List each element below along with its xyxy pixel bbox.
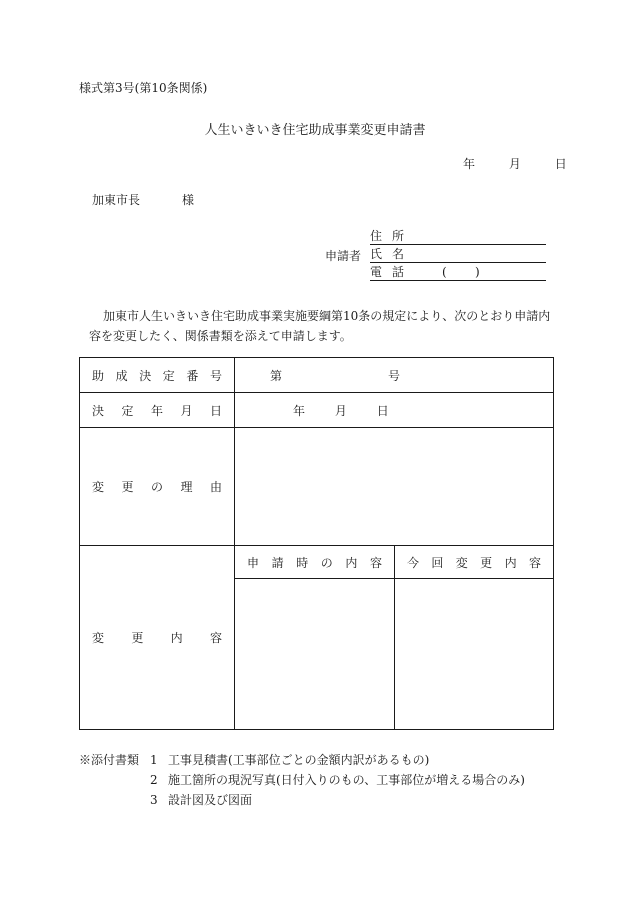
attachment-item: 3 設計図及び図面 bbox=[150, 793, 253, 807]
original-content-field[interactable] bbox=[235, 579, 395, 730]
name-field[interactable] bbox=[370, 248, 546, 263]
decision-number-suffix: 号 bbox=[387, 368, 400, 383]
table-row-decision-date bbox=[80, 393, 554, 428]
decision-date-month: 月 bbox=[334, 403, 347, 418]
name-label: 氏名 bbox=[370, 247, 415, 261]
change-details-label: 変 更 内 容 bbox=[80, 546, 235, 730]
phone-paren-open: ( bbox=[442, 265, 447, 279]
decision-number-label: 助 成 決 定 番 号 bbox=[80, 358, 235, 393]
addressee-honorific: 様 bbox=[182, 193, 195, 207]
decision-number-prefix: 第 bbox=[270, 368, 283, 383]
changed-content-field[interactable] bbox=[395, 579, 554, 730]
decision-date-day: 日 bbox=[376, 403, 389, 418]
attachment-item: 2 施工箇所の現況写真(日付入りのもの、工事部位が増える場合のみ) bbox=[150, 773, 525, 787]
change-reason-field[interactable] bbox=[235, 428, 554, 546]
date-month: 月 bbox=[508, 157, 521, 171]
attachment-item: 1 工事見積書(工事部位ごとの金額内訳があるもの) bbox=[150, 753, 430, 767]
applicant-label: 申請者 bbox=[325, 249, 362, 263]
date-day: 日 bbox=[554, 157, 567, 171]
address-field[interactable] bbox=[370, 230, 546, 245]
attachments-heading: ※添付書類 bbox=[79, 753, 140, 767]
address-label: 住所 bbox=[370, 229, 415, 243]
document-title: 人生いきいき住宅助成事業変更申請書 bbox=[204, 123, 426, 138]
decision-date-year: 年 bbox=[293, 403, 306, 418]
decision-date-label: 決 定 年 月 日 bbox=[80, 393, 235, 428]
phone-paren-close: ) bbox=[475, 265, 480, 279]
addressee bbox=[92, 194, 194, 206]
changed-content-header: 今 回 変 更 内 容 bbox=[395, 546, 554, 579]
decision-number-field[interactable] bbox=[235, 358, 554, 393]
table-row-change-headers bbox=[80, 546, 554, 579]
application-table bbox=[79, 357, 554, 730]
decision-date-field[interactable] bbox=[235, 393, 554, 428]
table-row-decision-number bbox=[80, 358, 554, 393]
phone-label: 電話 bbox=[370, 265, 415, 279]
addressee-name: 加東市長 bbox=[92, 193, 141, 207]
change-reason-label: 変 更 の 理 由 bbox=[80, 428, 235, 546]
date-line bbox=[463, 158, 567, 170]
phone-field[interactable] bbox=[370, 266, 546, 281]
original-content-header: 申 請 時 の 内 容 bbox=[235, 546, 395, 579]
table-row-change-reason bbox=[80, 428, 554, 546]
body-text: 加東市人生いきいき住宅助成事業実施要綱第10条の規定により、次のとおり申請内容を変更したく、関係書類を添えて申請します。 bbox=[89, 309, 551, 343]
form-number-label: 様式第3号(第10条関係) bbox=[79, 81, 208, 95]
date-year: 年 bbox=[463, 157, 476, 171]
